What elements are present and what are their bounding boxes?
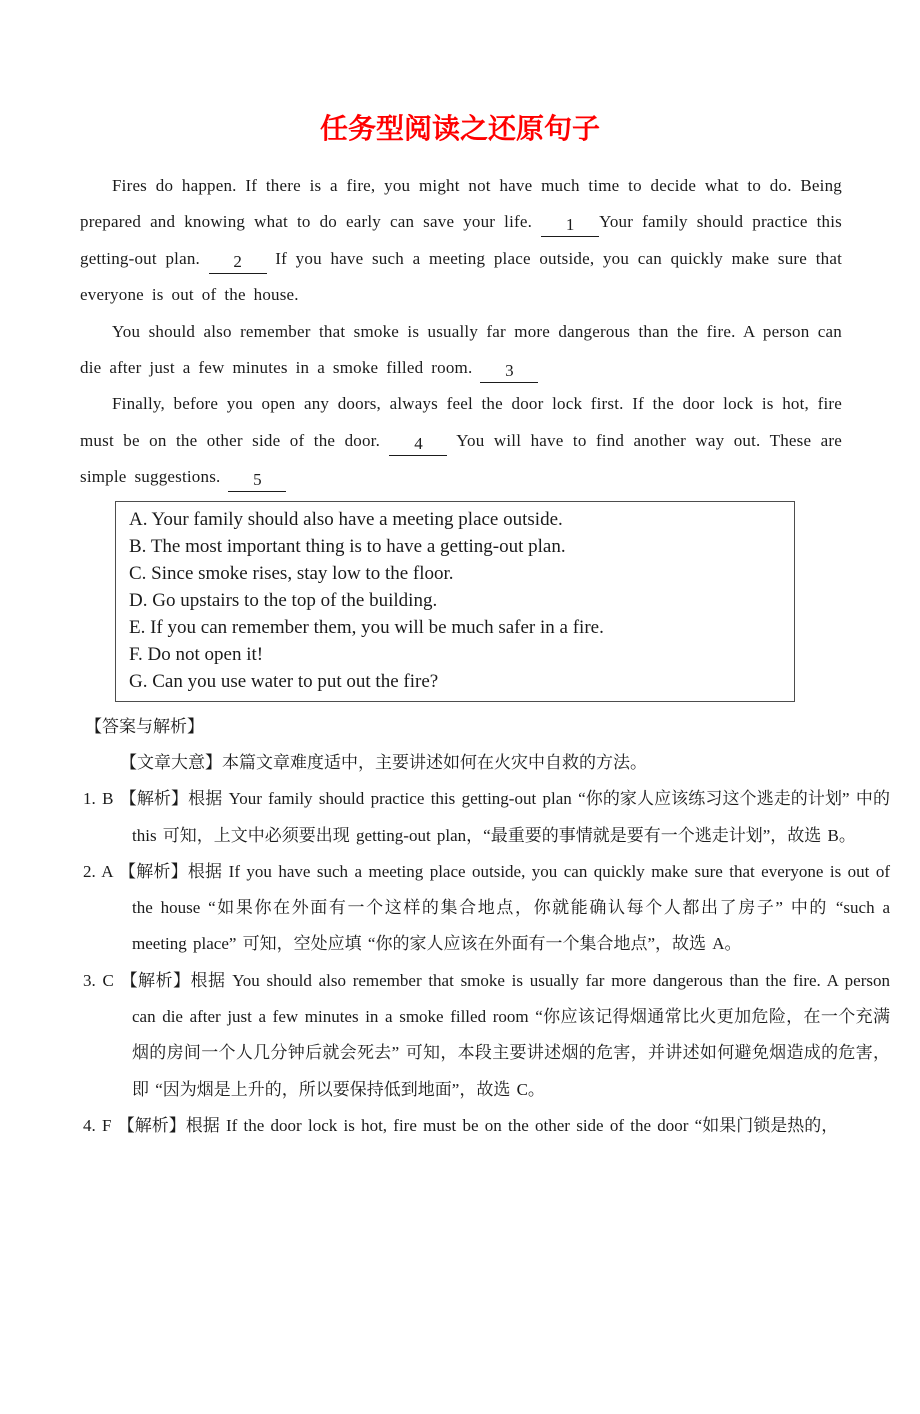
blank-1: 1 bbox=[541, 216, 599, 237]
option-item: A. Your family should also have a meeting place outside. bbox=[129, 508, 563, 530]
answer-item-text: 根据 If you have such a meeting place outside, you can quickly make sure that everyone is out of the house “如果你在外面有一个这样的集合地点，你就能确认每个人都出了房子” 中的 “such a meeting place” 可知，空处应填 “你的家人应该在外面有一个集合地点”，故选 A。 bbox=[132, 861, 891, 954]
answer-item-tag: 【解析】 bbox=[119, 861, 188, 881]
answer-item-tag: 【解析】 bbox=[120, 970, 191, 990]
answer-item bbox=[83, 1108, 890, 1144]
blank-5: 5 bbox=[228, 471, 286, 492]
option-item: E. If you can remember them, you will be much safer in a fire. bbox=[129, 616, 604, 638]
passage-text: If you have such a meeting place outside, you can quickly make sure that everyone is out of the house. bbox=[80, 248, 842, 305]
option-item: G. Can you use water to put out the fire? bbox=[129, 670, 439, 692]
answer-item bbox=[83, 963, 890, 1108]
answer-items bbox=[83, 781, 890, 1144]
answer-item-label: 1. B bbox=[83, 789, 120, 809]
passage-text: You will have to find another way out. These are simple suggestions. bbox=[80, 430, 842, 487]
answer-item-label: 3. C bbox=[83, 970, 121, 990]
answer-item bbox=[83, 781, 890, 854]
passage-text: You should also remember that smoke is usually far more dangerous than the fire. A person can die after just a few minutes in a smoke filled room. bbox=[80, 321, 842, 378]
answers-summary: 【文章大意】本篇文章难度适中，主要讲述如何在火灾中自救的方法。 bbox=[120, 752, 647, 772]
passage bbox=[80, 168, 842, 496]
blank-2: 2 bbox=[209, 253, 267, 274]
answer-item-tag: 【解析】 bbox=[117, 1115, 186, 1135]
blank-4: 4 bbox=[389, 435, 447, 456]
answer-item-text: 根据 You should also remember that smoke is usually far more dangerous than the fire. A person can die after just a few minutes in a smoke filled room “你应该记得烟通常比火更加危险，在一个充满烟的房间一个人几分钟后就会死去” 可知，本段主要讲述烟的危害，并讲述如何避免烟造成的危害，即 “因为烟是上升的，所以要保持低到地面”，故选 C。 bbox=[132, 970, 890, 1099]
option-item: B. The most important thing is to have a getting-out plan. bbox=[129, 535, 566, 557]
page-title: 任务型阅读之还原句子 bbox=[319, 113, 600, 144]
answer-item-label: 2. A bbox=[83, 861, 120, 881]
passage-paragraph bbox=[80, 314, 842, 387]
answer-item-text: 根据 If the door lock is hot, fire must be on the other side of the door “如果门锁是热的， bbox=[185, 1115, 839, 1135]
answer-item-label: 4. F bbox=[83, 1115, 118, 1135]
options-box bbox=[115, 501, 795, 702]
answers-heading: 【答案与解析】 bbox=[85, 716, 204, 736]
answers-section bbox=[85, 709, 890, 1145]
option-item: C. Since smoke rises, stay low to the floor. bbox=[129, 562, 454, 584]
passage-text: Finally, before you open any doors, always feel the door lock first. If the door lock is hot, fire must be on the other side of the door. bbox=[80, 394, 842, 450]
worksheet-page bbox=[0, 112, 920, 1414]
passage-paragraph bbox=[80, 386, 842, 495]
blank-3: 3 bbox=[480, 362, 538, 383]
option-item: D. Go upstairs to the top of the building. bbox=[129, 589, 438, 611]
passage-text: Fires do happen. If there is a fire, you might not have much time to decide what to do. Being prepared and knowing what to do early can save your life. bbox=[80, 176, 842, 232]
answer-item-tag: 【解析】 bbox=[119, 789, 189, 809]
answer-item bbox=[83, 854, 890, 963]
passage-text: Your family should practice this getting-out plan. bbox=[80, 212, 843, 268]
answer-item-text: 根据 Your family should practice this getting-out plan “你的家人应该练习这个逃走的计划” 中的 this 可知，上文中必须要出现 getting-out plan，“最重要的事情就是要有一个逃走计划”，故选 B。 bbox=[132, 789, 890, 845]
option-item: F. Do not open it! bbox=[129, 643, 264, 665]
passage-paragraph bbox=[80, 168, 842, 314]
